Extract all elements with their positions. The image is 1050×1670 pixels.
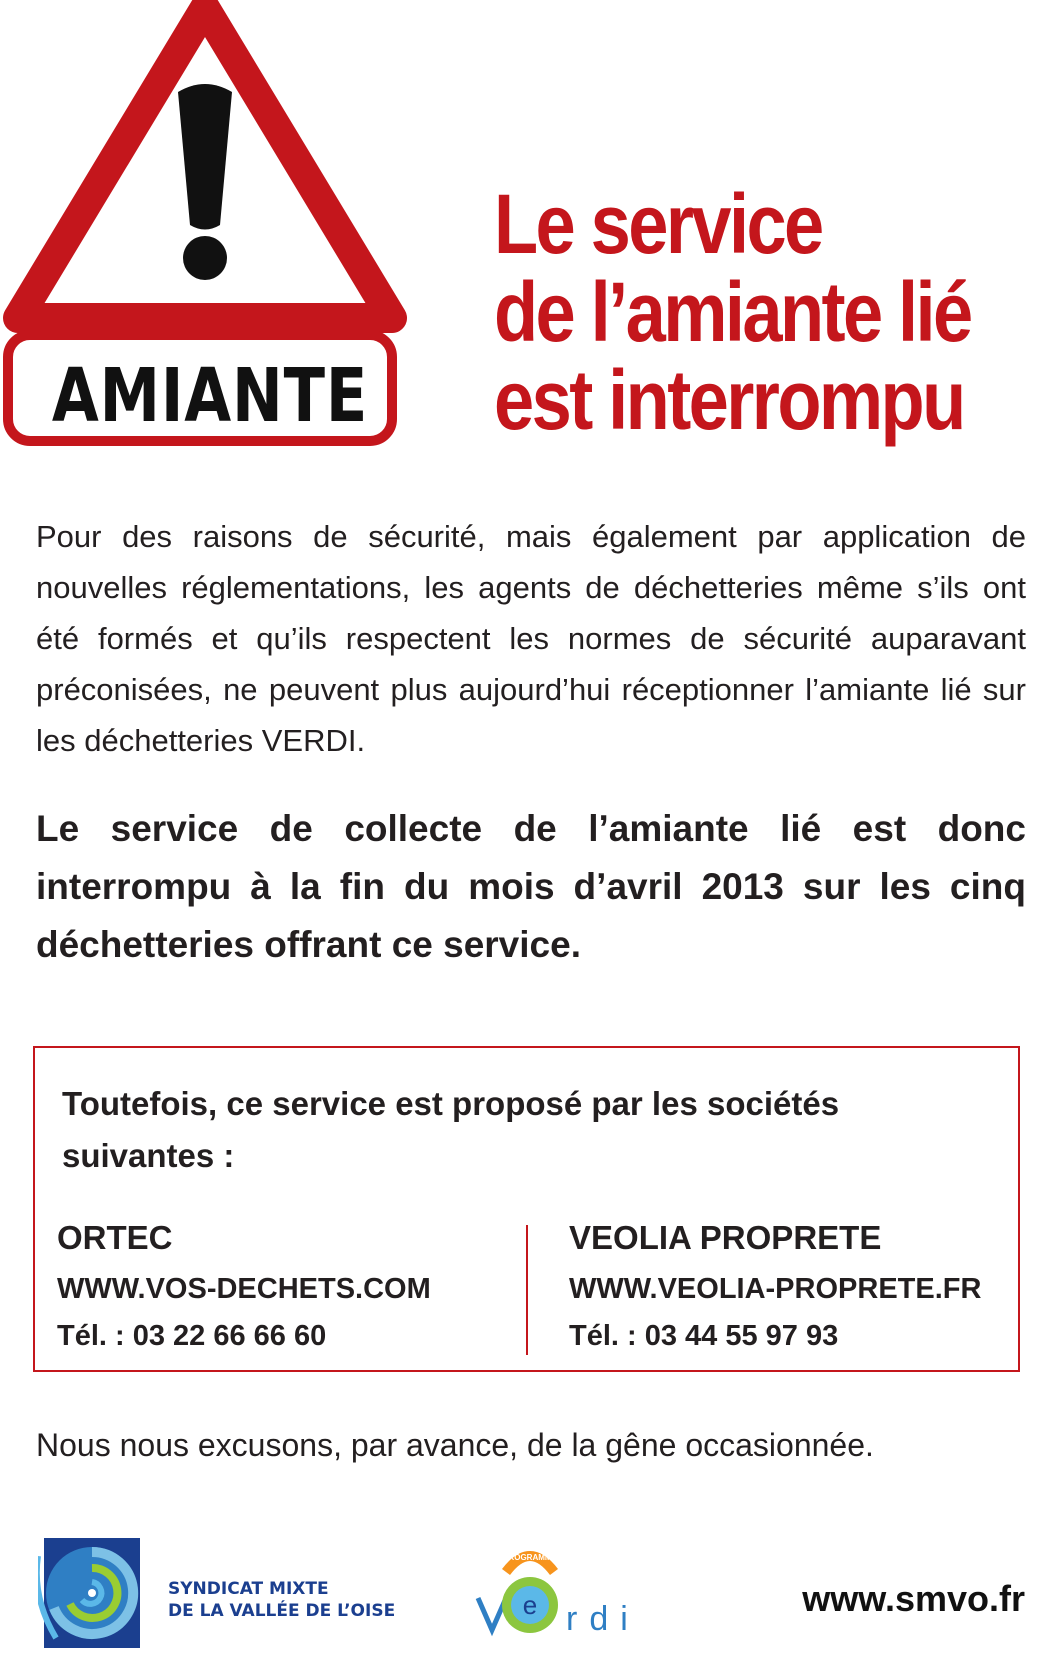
amiante-label: AMIANTE (51, 353, 369, 439)
smvo-name (168, 1578, 428, 1622)
svg-text:rdi: rdi (566, 1600, 640, 1638)
smvo-logo-icon (38, 1538, 158, 1648)
company-phone: Tél. : 03 22 66 66 60 (57, 1320, 327, 1352)
intro-paragraph: Pour des raisons de sécurité, mais également par application de nouvelles réglementations, les agents de déchetteries même s’ils ont été formés et qu’ils respectent les normes de sécurité auparavant préconisées, ne peuvent plus aujourd’hui réceptionner l’amiante lié sur les déchetteries VERDI. (36, 519, 1026, 758)
headline-line-3: est interrompu (494, 353, 964, 447)
smvo-name-line-2: DE LA VALLÉE DE L’OISE (168, 1601, 396, 1621)
svg-text:PROGRAMME: PROGRAMME (503, 1553, 557, 1562)
headline-line-2: de l’amiante lié (494, 265, 971, 359)
smvo-website-link[interactable]: www.smvo.fr (802, 1578, 1025, 1619)
headline-line-1: Le service (494, 177, 822, 271)
company-phone: Tél. : 03 44 55 97 93 (569, 1320, 839, 1352)
company-website-link[interactable]: WWW.VOS-DECHETS.COM (57, 1273, 431, 1305)
svg-text:e: e (522, 1590, 538, 1620)
company-name: VEOLIA PROPRETE (569, 1219, 882, 1256)
company-website-link[interactable]: WWW.VEOLIA-PROPRETE.FR (569, 1273, 982, 1305)
companies-intro: Toutefois, ce service est proposé par les sociétés suivantes : (62, 1085, 840, 1174)
apology-text: Nous nous excusons, par avance, de la gêne occasionnée. (36, 1427, 874, 1463)
exclamation-dot-icon (183, 236, 227, 280)
company-name: ORTEC (57, 1219, 173, 1256)
smvo-name-line-1: SYNDICAT MIXTE (168, 1579, 329, 1599)
company-veolia (569, 1218, 981, 1356)
verdi-programme-logo-icon (444, 1530, 654, 1640)
headline (494, 177, 971, 447)
company-ortec (57, 1218, 431, 1356)
companies-box (33, 1046, 1020, 1372)
interruption-notice: Le service de collecte de l’amiante lié est donc interrompu à la fin du mois d’avril 2013 sur les cinq déchetteries offrant ce service. (36, 808, 1026, 965)
companies-divider (526, 1225, 528, 1355)
